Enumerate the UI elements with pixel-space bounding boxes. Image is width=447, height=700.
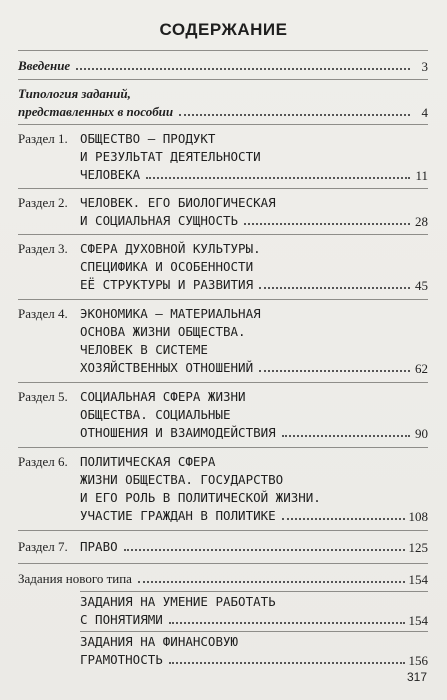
toc-entry-typology: [18, 85, 428, 121]
entry-page: 3: [421, 59, 428, 74]
toc-entry-section-6: [18, 453, 428, 525]
toc-entry-section-5: [18, 388, 428, 442]
divider: [18, 530, 428, 531]
entry-page: 154: [408, 572, 428, 587]
entry-page: 62: [415, 361, 428, 376]
divider: [18, 234, 428, 235]
dot-leader: [259, 286, 410, 289]
section-label: Раздел 1.: [18, 131, 68, 146]
entry-line: ГРАМОТНОСТЬ: [80, 652, 163, 667]
section-label: Раздел 6.: [18, 454, 68, 469]
entry-page: 125: [408, 540, 428, 555]
entry-line: УЧАСТИЕ ГРАЖДАН В ПОЛИТИКЕ: [80, 508, 276, 523]
entry-line: ОСНОВА ЖИЗНИ ОБЩЕСТВА.: [80, 324, 246, 339]
dot-leader: [146, 176, 410, 179]
entry-line: ОБЩЕСТВА. СОЦИАЛЬНЫЕ: [80, 407, 231, 422]
entry-label: Введение: [18, 58, 71, 73]
entry-line: С ПОНЯТИЯМИ: [80, 612, 163, 627]
entry-line: ЧЕЛОВЕК В СИСТЕМЕ: [80, 342, 208, 357]
toc-entry-section-2: [18, 194, 428, 230]
entry-line: ЕЁ СТРУКТУРЫ И РАЗВИТИЯ: [80, 277, 254, 292]
entry-page: 154: [408, 613, 428, 628]
entry-line: Типология заданий,: [18, 86, 131, 101]
divider: [18, 124, 428, 125]
entry-line: ОБЩЕСТВО — ПРОДУКТ: [80, 131, 216, 146]
entry-line: ЗАДАНИЯ НА УМЕНИЕ РАБОТАТЬ: [80, 594, 276, 609]
entry-line: И ЕГО РОЛЬ В ПОЛИТИЧЕСКОЙ ЖИЗНИ.: [80, 490, 321, 505]
divider: [18, 79, 428, 80]
entry-label: Задания нового типа: [18, 571, 132, 586]
dot-leader: [138, 580, 405, 583]
toc-entry-intro: [18, 57, 428, 75]
dot-leader: [169, 621, 405, 624]
section-label: Раздел 5.: [18, 389, 68, 404]
entry-line: ЖИЗНИ ОБЩЕСТВА. ГОСУДАРСТВО: [80, 472, 284, 487]
entry-line: ЧЕЛОВЕК. ЕГО БИОЛОГИЧЕСКАЯ: [80, 195, 276, 210]
divider: [18, 50, 428, 51]
divider: [18, 299, 428, 300]
dot-leader: [259, 369, 410, 372]
entry-line: И СОЦИАЛЬНАЯ СУЩНОСТЬ: [80, 213, 239, 228]
divider: [18, 563, 428, 564]
dot-leader: [282, 434, 410, 437]
toc-entry-section-1: [18, 130, 428, 184]
entry-line: ЗАДАНИЯ НА ФИНАНСОВУЮ: [80, 634, 239, 649]
entry-line: ХОЗЯЙСТВЕННЫХ ОТНОШЕНИЙ: [80, 360, 254, 375]
entry-line: И РЕЗУЛЬТАТ ДЕЯТЕЛЬНОСТИ: [80, 149, 261, 164]
entry-line: ЭКОНОМИКА — МАТЕРИАЛЬНАЯ: [80, 306, 261, 321]
dot-leader: [76, 67, 410, 70]
entry-page: 45: [415, 278, 428, 293]
dot-leader: [179, 113, 410, 116]
dot-leader: [282, 517, 405, 520]
toc-entry-section-4: [18, 305, 428, 377]
toc-entry-subsection-2: [18, 633, 428, 669]
toc-entry-subsection-1: [18, 593, 428, 629]
section-label: Раздел 4.: [18, 306, 68, 321]
entry-line: ОТНОШЕНИЯ И ВЗАИМОДЕЙСТВИЯ: [80, 425, 276, 440]
dot-leader: [244, 222, 410, 225]
entry-line: представленных в пособии: [18, 104, 174, 119]
toc-entry-section-7: [18, 538, 428, 556]
divider: [18, 382, 428, 383]
entry-line: ПОЛИТИЧЕСКАЯ СФЕРА: [80, 454, 216, 469]
section-label: Раздел 2.: [18, 195, 68, 210]
entry-line: ЧЕЛОВЕКА: [80, 167, 141, 182]
toc-entry-section-3: [18, 240, 428, 294]
divider: [80, 591, 428, 592]
page-number: 317: [406, 670, 427, 684]
divider: [18, 188, 428, 189]
dot-leader: [169, 661, 405, 664]
section-label: Раздел 7.: [18, 539, 68, 554]
entry-page: 90: [415, 426, 428, 441]
entry-page: 156: [408, 653, 428, 668]
entry-page: 11: [415, 168, 428, 183]
toc-entry-new-tasks: [18, 570, 428, 588]
entry-line: ПРАВО: [80, 539, 118, 554]
section-label: Раздел 3.: [18, 241, 68, 256]
entry-page: 28: [415, 214, 428, 229]
divider: [80, 631, 428, 632]
entry-line: СФЕРА ДУХОВНОЙ КУЛЬТУРЫ.: [80, 241, 261, 256]
entry-page: 4: [421, 105, 428, 120]
entry-line: СПЕЦИФИКА И ОСОБЕННОСТИ: [80, 259, 254, 274]
divider: [18, 447, 428, 448]
entry-line: СОЦИАЛЬНАЯ СФЕРА ЖИЗНИ: [80, 389, 246, 404]
page-title: СОДЕРЖАНИЕ: [159, 20, 288, 39]
entry-page: 108: [408, 509, 428, 524]
dot-leader: [124, 548, 405, 551]
